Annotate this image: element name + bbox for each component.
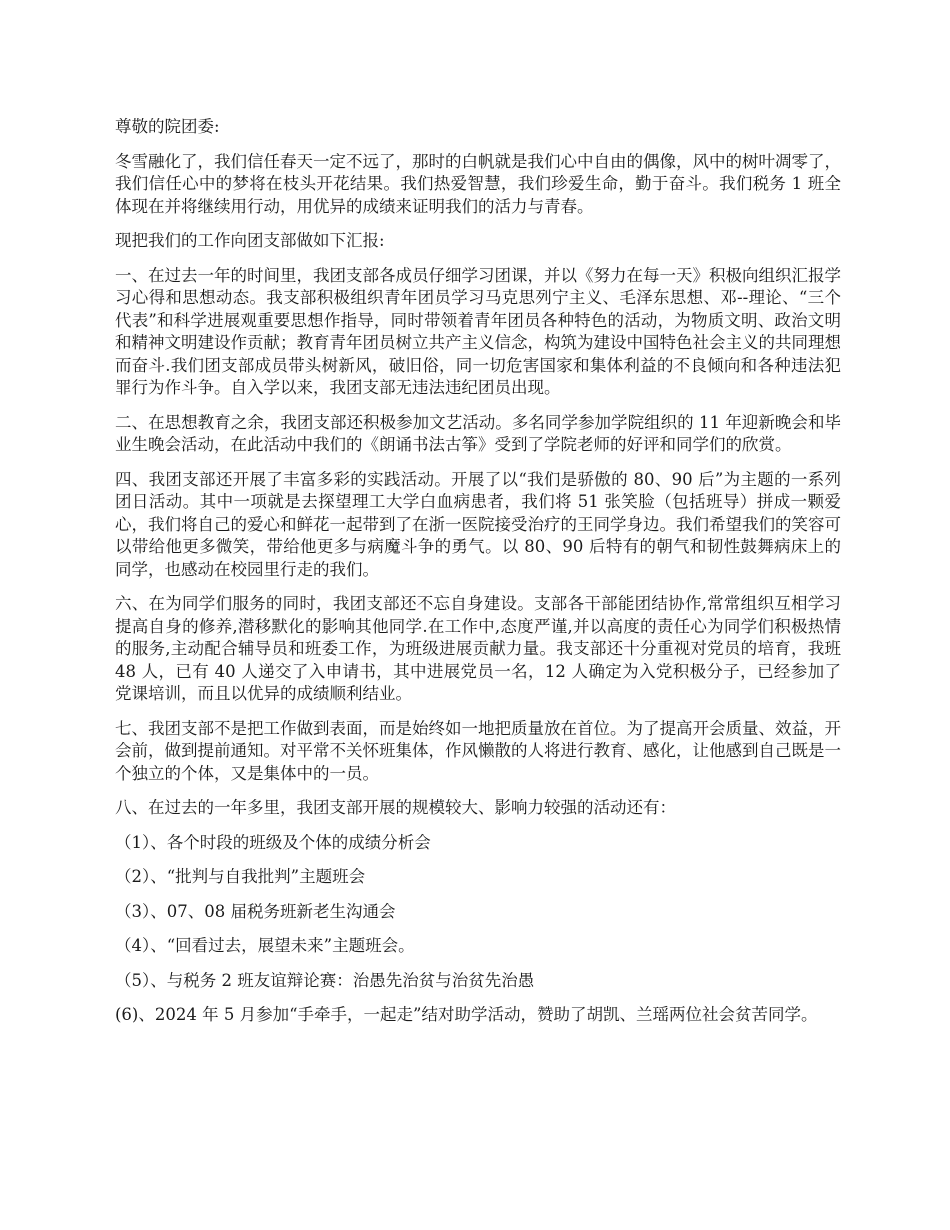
paragraph-report-lead: 现把我们的工作向团支部做如下汇报: xyxy=(115,231,385,250)
list-item: （1）、各个时段的班级及个体的成绩分析会 xyxy=(115,832,431,852)
paragraph-section-8: 八、在过去的一年多里，我团支部开展的规模较大、影响力较强的活动还有： xyxy=(115,798,676,817)
paragraph-section-1: 一、在过去一年的时间里，我团支部各成员仔细学习团课，并以《努力在每一天》积极向组织汇报学习心得和思想动态。我支部积极组织青年团员学习马克思列宁主义、毛泽东思想、邓--理论、“三个代表”和科学进展观重要思想作指导，同时带领着青年团员各种特色的活动，为物质文明、政治文明和精神文明建设作贡献；教育青年团员树立共产主义信念，构筑为建设中国特色社会主义的共同理想而奋斗.我们团支部成员带头树新风，破旧俗，同一切危害国家和集体利益的不良倾向和各种违法犯罪行为作斗争。自入学以来，我团支部无违法违纪团员出现。 xyxy=(115,265,841,397)
list-item: （2）、“批判与自我批判”主题班会 xyxy=(115,867,366,886)
paragraph-final: (6)、2024 年 5 月参加“手牵手，一起走”结对助学活动，赞助了胡凯、兰瑶两位社会贫苦同学。 xyxy=(115,1005,818,1024)
list-item: （3）、07、08 届税务班新老生沟通会 xyxy=(115,901,396,921)
list-item: （4）、“回看过去，展望未来”主题班会。 xyxy=(115,936,415,955)
list-item: （5）、与税务 2 班友谊辩论赛：治愚先治贫与治贫先治愚 xyxy=(115,970,535,990)
document-body xyxy=(115,116,841,1039)
paragraph-section-2: 二、在思想教育之余，我团支部还积极参加文艺活动。多名同学参加学院组织的 11 年迎新晚会和毕业生晚会活动，在此活动中我们的《朗诵书法古筝》受到了学院老师的好评和同学们的欣赏。 xyxy=(115,412,841,454)
salutation: 尊敬的院团委: xyxy=(115,117,220,136)
paragraph-section-4: 四、我团支部还开展了丰富多彩的实践活动。开展了以“我们是骄傲的 80、90 后”为主题的一系列团日活动。其中一项就是去探望理工大学白血病患者，我们将 51 张笑脸（包括班导）拼成一颗爱心，我们将自己的爱心和鲜花一起带到了在浙一医院接受治疗的王同学身边。我们希望我们的笑容可以带给他更多微笑，带给他更多与病魔斗争的勇气。以 80、90 后特有的朝气和韧性鼓舞病床上的同学，也感动在校园里行走的我们。 xyxy=(115,469,841,579)
paragraph-intro: 冬雪融化了，我们信任春天一定不远了，那时的白帆就是我们心中自由的偶像，风中的树叶凋零了，我们信任心中的梦将在枝头开花结果。我们热爱智慧，我们珍爱生命，勤于奋斗。我们税务 1 班全体现在并将继续用行动，用优异的成绩来证明我们的活力与青春。 xyxy=(115,151,841,216)
paragraph-section-7: 七、我团支部不是把工作做到表面，而是始终如一地把质量放在首位。为了提高开会质量、效益，开会前，做到提前通知。对平常不关怀班集体，作风懒散的人将进行教育、感化，让他感到自己既是一个独立的个体，又是集体中的一员。 xyxy=(115,718,841,783)
paragraph-section-6: 六、在为同学们服务的同时，我团支部还不忘自身建设。支部各干部能团结协作,常常组织互相学习提高自身的修养,潜移默化的影响其他同学.在工作中,态度严谨,并以高度的责任心为同学们积极热情的服务,主动配合辅导员和班委工作，为班级进展贡献力量。我支部还十分重视对党员的培育，我班 48 人，已有 40 人递交了入申请书，其中进展党员一名，12 人确定为入党积极分子，已经参加了党课培训，而且以优异的成绩顺利结业。 xyxy=(115,594,841,703)
